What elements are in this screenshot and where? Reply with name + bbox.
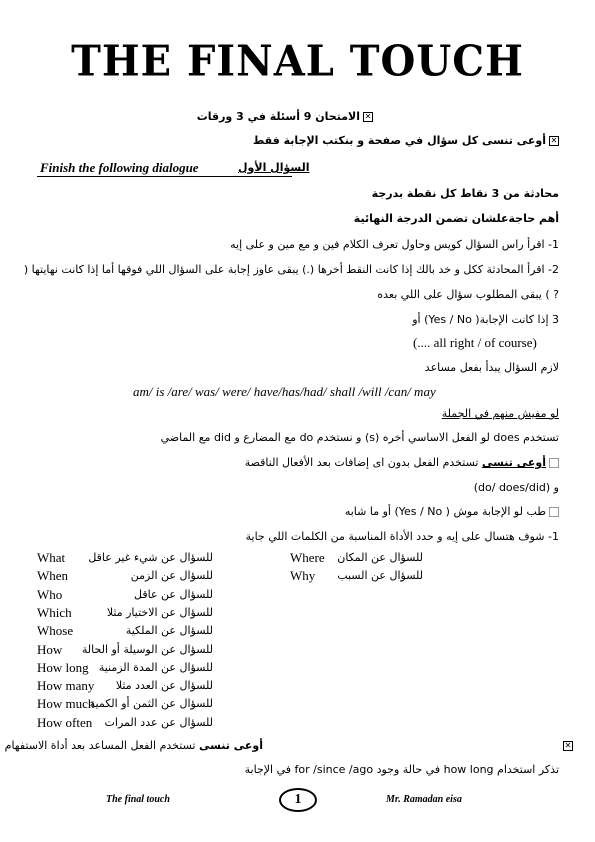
question-word-meaning: للسؤال عن عاقل (134, 587, 213, 601)
question-word: What (37, 550, 66, 565)
question-word-meaning: للسؤال عن السبب (337, 569, 423, 583)
question-word: How often (37, 714, 93, 730)
step-3: 3 إذا كانت الإجابة( Yes / No) أو (412, 313, 559, 326)
question-word-meaning: للسؤال عن الثمن أو الكمية (89, 697, 213, 711)
note-aux-after-question-word: ✕ أوعى تنسى تستخدم الفعل المساعد بعد أداة الاستفهام (4, 739, 572, 752)
checkbox-icon: ✕ (550, 136, 558, 145)
question-word: How many (37, 678, 95, 694)
question-word: Which (37, 604, 72, 620)
note-do-does-did: و (do/ does/did) (473, 481, 559, 494)
question-word-meaning: للسؤال عن المدة الزمنية (98, 660, 213, 674)
section-english-heading: Finish the following dialogue (40, 160, 199, 175)
question-word-meaning: للسؤال عن عدد المرات (104, 715, 213, 729)
footer-title: The final touch (106, 794, 170, 805)
checkbox-icon: ✕ (364, 112, 372, 121)
page-number: 1 (279, 788, 317, 812)
checkbox-icon: ✕ (564, 741, 572, 750)
question-word: How (37, 641, 63, 657)
question-word: Where (290, 550, 325, 565)
question-word-meaning: للسؤال عن الزمن (130, 569, 213, 583)
note-how-long: تذكر استخدام how long في حالة وجود for /since /ago في الإجابة (244, 763, 559, 776)
important-heading: أهم حاجةعلشان تضمن الدرجة النهائية (353, 212, 559, 225)
no-aux-heading: لو مفيش منهم في الجملة (441, 407, 559, 420)
section-divider (37, 176, 292, 177)
empty-checkbox-icon (549, 458, 559, 468)
points-info: محادثة من 3 نقاط كل نقطة بدرجة (371, 187, 559, 200)
question-word-meaning: للسؤال عن الملكية (125, 624, 213, 638)
question-word: When (37, 568, 69, 584)
question-word: How much (37, 696, 95, 712)
question-word: How long (37, 659, 89, 675)
question-word-meaning: للسؤال عن العدد مثلا (115, 679, 213, 693)
question-word-meaning: للسؤال عن الوسيلة أو الحالة (81, 642, 213, 656)
footer-author: Mr. Ramadan eisa (386, 794, 462, 805)
question-word-meaning: للسؤال عن المكان (337, 551, 423, 564)
step-3-examples: (.... all right / of course) (413, 335, 537, 350)
do-does-did-rule: تستخدم does لو الفعل الاساسي أخره (s) و نستخدم do مع المضارع و did مع الماضي (160, 431, 559, 444)
page-title: THE FINAL TOUCH (71, 36, 524, 87)
section-arabic-heading: السؤال الأول (238, 161, 310, 174)
question-word-instruction: 1- شوف هتسال على إيه و حدد الأداة المناسبة من الكلمات اللي جاية (245, 530, 559, 543)
question-word-meaning: للسؤال عن الاختيار مثلا (106, 605, 213, 619)
aux-verb-list: am/ is /are/ was/ were/ have/has/had/ shall /will /can/ may (133, 384, 436, 399)
question-word: Who (37, 586, 63, 602)
question-word: Whose (37, 623, 74, 639)
note-not-yes-no: طب لو الإجابة موش ( Yes / No) أو ما شابه (345, 505, 559, 518)
note-modal-verbs: أوعى تنسى تستخدم الفعل بدون اى إضافات بعد الأفعال الناقصة (245, 456, 559, 469)
question-word: Why (290, 568, 316, 584)
empty-checkbox-icon (549, 507, 559, 517)
exam-info: ✕الامتحان 9 أسئلة في 3 ورقات (196, 110, 372, 123)
attention-note: ✕أوعى تنسى كل سؤال في صفحة و بنكتب الإجابة فقط (252, 134, 558, 147)
step-2-cont: ? ) يبقى المطلوب سؤال على اللي بعده (377, 288, 559, 301)
question-word-meaning: للسؤال عن شيء غير عاقل (88, 551, 213, 564)
step-1: 1- اقرأ راس السؤال كويس وحاول تعرف الكلام فين و مع مين و على إيه (230, 238, 559, 251)
step-2: 2- اقرأ المحادثة ككل و خد بالك إذا كانت النقط أخرها (.) يبقى عاوز إجابة على السؤال اللي فوقها أما إذا كانت نهايتها ( (23, 263, 559, 276)
aux-verb-rule: لازم السؤال يبدأ بفعل مساعد (424, 361, 559, 374)
